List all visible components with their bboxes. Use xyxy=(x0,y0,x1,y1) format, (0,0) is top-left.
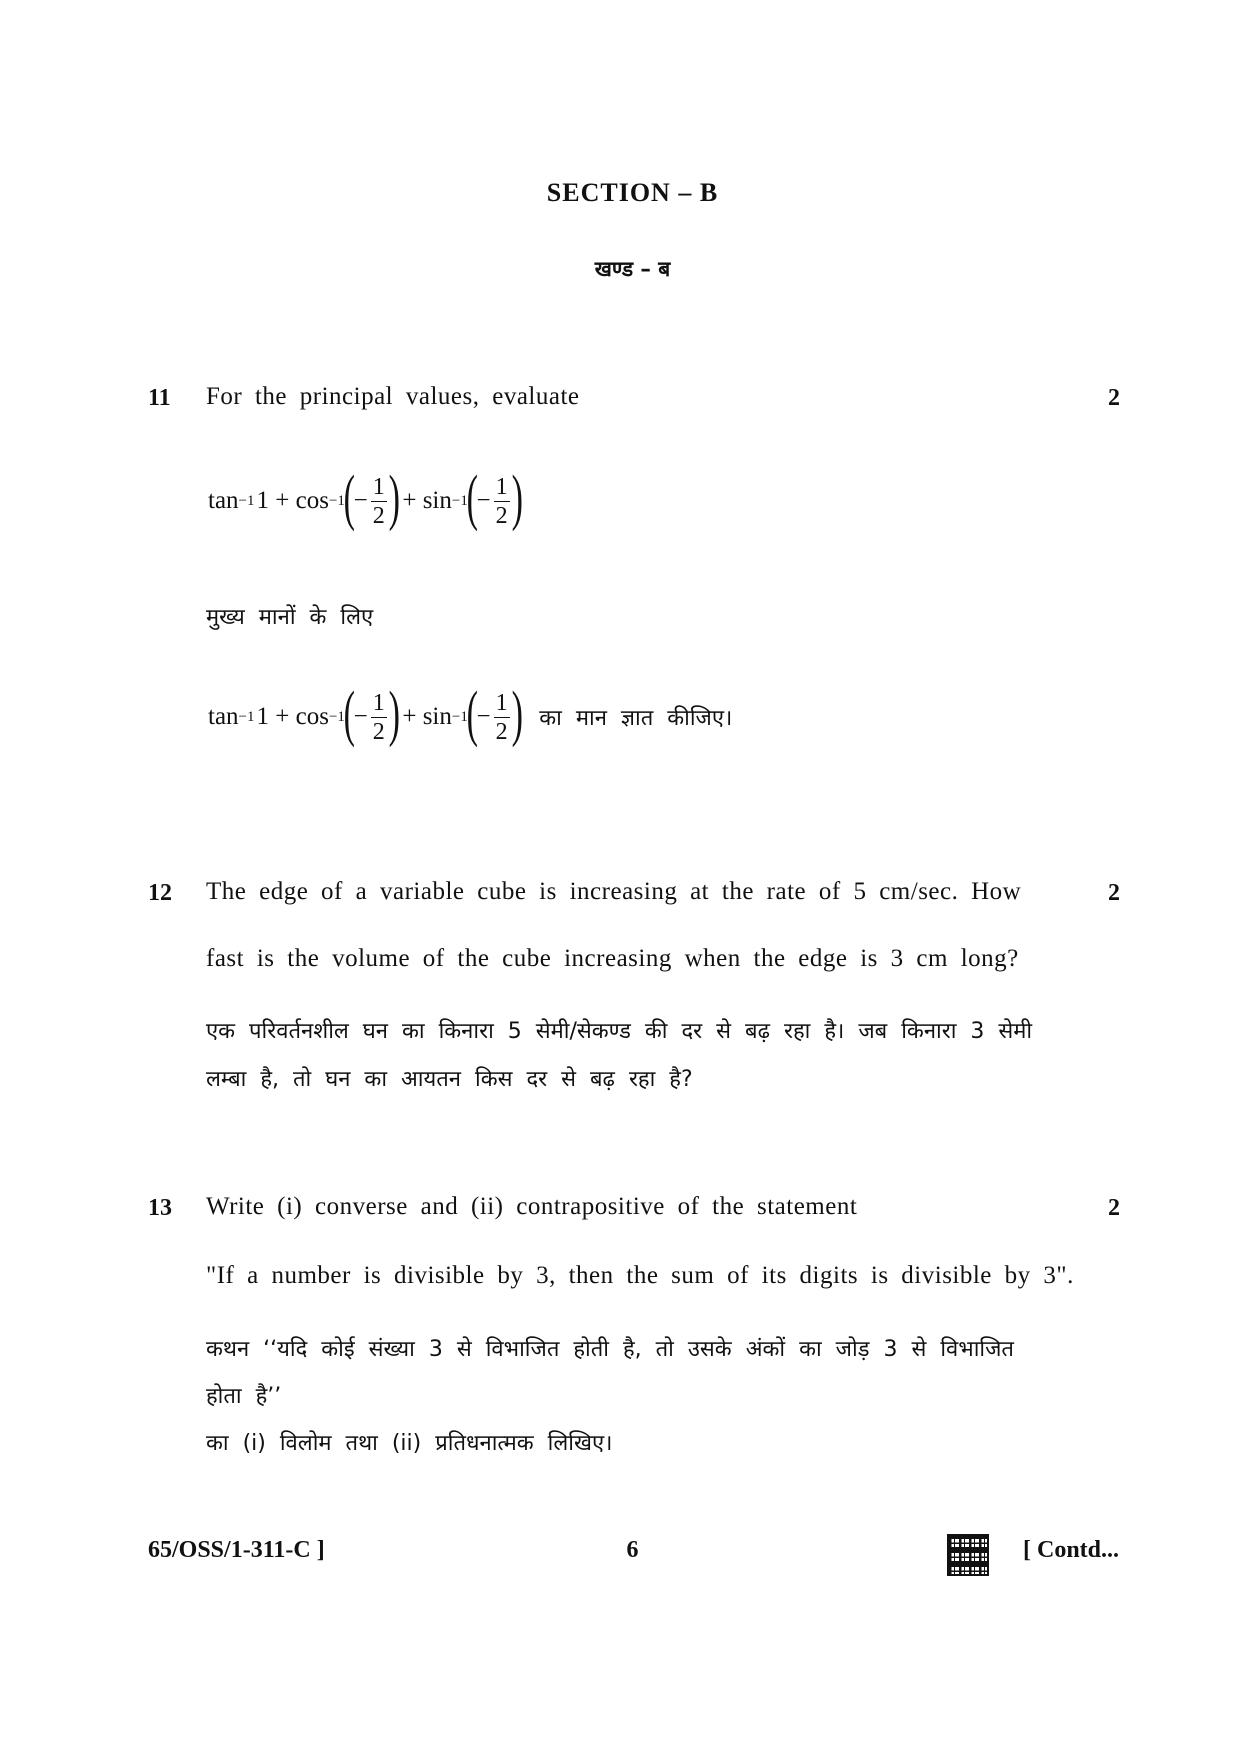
continued-label: [ Contd... xyxy=(1023,1537,1120,1563)
question-12-number: 12 xyxy=(148,880,172,906)
paper-code: 65/OSS/1-311-C ] xyxy=(148,1537,325,1563)
page-number: 6 xyxy=(626,1537,639,1563)
question-12-marks: 2 xyxy=(1108,880,1120,906)
question-12-text-line2: fast is the volume of the cube increasing when the edge is 3 cm long? xyxy=(206,945,1019,972)
question-13-text-line1: Write (i) converse and (ii) contrapositive of the statement xyxy=(206,1193,858,1220)
question-11-hindi: मुख्य मानों के लिए xyxy=(206,605,374,630)
question-12-hindi-line2: लम्बा है, तो घन का आयतन किस दर से बढ़ रहा है? xyxy=(206,1067,693,1092)
question-12-text-line1: The edge of a variable cube is increasing at the rate of 5 cm/sec. How xyxy=(206,878,1022,905)
qr-code-icon xyxy=(947,1534,989,1576)
question-13-hindi-line3: का (i) विलोम तथा (ii) प्रतिधनात्मक लिखिए। xyxy=(206,1431,613,1456)
question-12-hindi-line1: एक परिवर्तनशील घन का किनारा 5 सेमी/सेकण्ड की दर से बढ़ रहा है। जब किनारा 3 सेमी xyxy=(206,1019,1033,1044)
question-13-hindi-line1: कथन ‘‘यदि कोई संख्या 3 से विभाजित होती है, तो उसके अंकों का जोड़ 3 से विभाजित xyxy=(206,1337,1014,1362)
question-11-text: For the principal values, evaluate xyxy=(206,383,580,410)
question-13-number: 13 xyxy=(148,1195,172,1221)
question-11-number: 11 xyxy=(148,385,171,411)
question-13-marks: 2 xyxy=(1108,1195,1120,1221)
question-13-hindi-line2: होता है’’ xyxy=(206,1384,282,1409)
question-11-marks: 2 xyxy=(1108,385,1120,411)
section-title: SECTION – B xyxy=(546,178,719,207)
question-11-hindi-suffix: का मान ज्ञात कीजिए। xyxy=(539,706,733,731)
question-13-text-line2: "If a number is divisible by 3, then the sum of its digits is divisible by 3". xyxy=(206,1262,1074,1289)
question-11-expression: tan −1 1 + cos −1 ( − $\frac{1}{2}$ ) + sin −1 ( − $\frac{1}{2}$ ) xyxy=(208,464,523,532)
section-title-hindi: खण्ड – ब xyxy=(594,257,671,281)
question-11-expression-hindi: tan −1 1 + cos −1 ( − $\frac{1}{2}$ ) + sin −1 ( − $\frac{1}{2}$ ) का मान ज्ञात कीजिए। xyxy=(208,680,733,748)
